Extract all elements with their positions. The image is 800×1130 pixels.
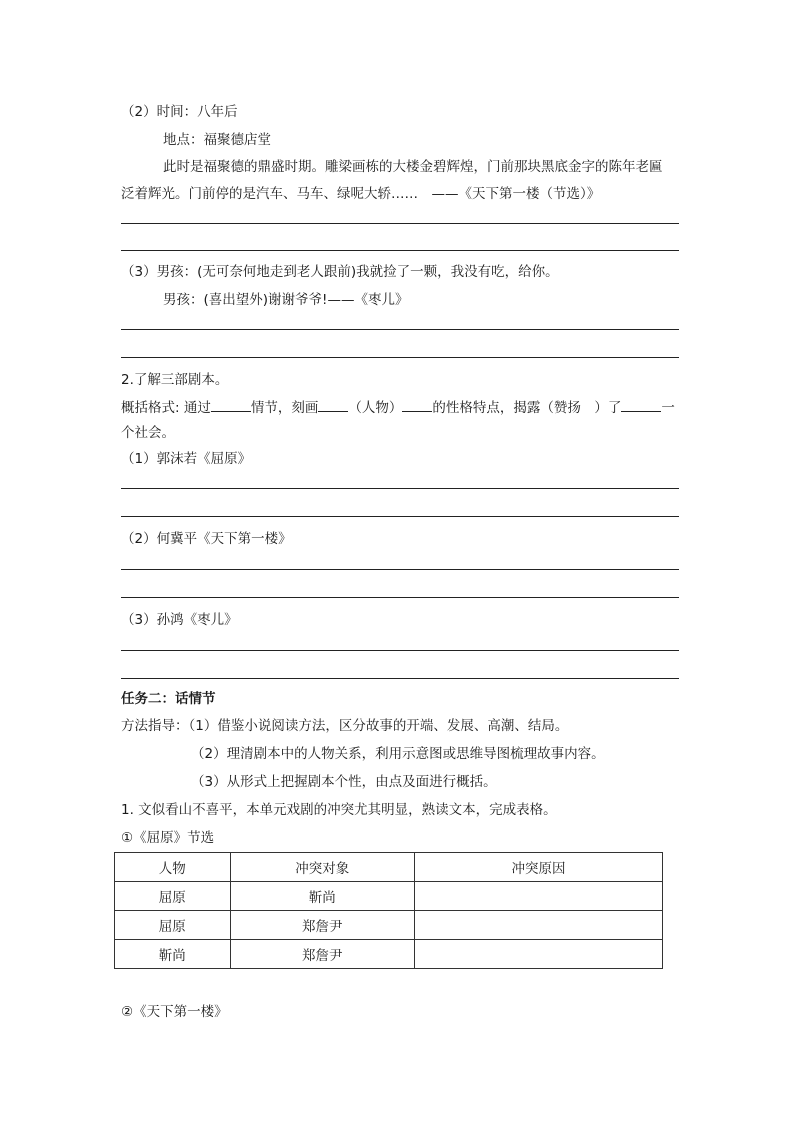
table-row	[115, 940, 663, 969]
answer-line[interactable]	[121, 597, 679, 598]
cell-character: 靳尚	[115, 940, 231, 969]
conflict-table	[114, 852, 663, 969]
table-row	[115, 911, 663, 940]
sub-title-quyuan: ①《屈原》节选	[121, 830, 215, 846]
answer-line[interactable]	[121, 223, 679, 224]
cell-character: 屈原	[115, 882, 231, 911]
cell-character: 屈原	[115, 911, 231, 940]
cell-conflict-reason[interactable]	[414, 911, 662, 940]
format-text-3: （人物）	[348, 400, 403, 416]
answer-line[interactable]	[121, 329, 679, 330]
cell-conflict-target: 靳尚	[230, 882, 414, 911]
summary-format-line2: 个社会。	[121, 425, 175, 441]
table-header-row	[115, 853, 663, 882]
table-row	[115, 882, 663, 911]
answer-line[interactable]	[121, 650, 679, 651]
play1-label: （1）郭沫若《屈原》	[121, 451, 252, 467]
format-text-2: 情节，刻画	[250, 400, 319, 416]
method-guide-2: （2）理清剧本中的人物关系，利用示意图或思维导图梳理故事内容。	[191, 746, 605, 762]
item3-line2: 男孩：(喜出望外)谢谢爷爷!——《枣儿》	[163, 292, 409, 308]
item3-line1: （3）男孩：(无可奈何地走到老人跟前)我就捡了一颗，我没有吃，给你。	[121, 264, 559, 280]
answer-line[interactable]	[121, 357, 679, 358]
cell-conflict-reason[interactable]	[414, 882, 662, 911]
blank-plot[interactable]	[211, 397, 251, 412]
item2-paragraph-line2: 泛着辉光。门前停的是汽车、马车、绿呢大轿…… ——《天下第一楼（节选）》	[121, 186, 601, 202]
answer-line[interactable]	[121, 488, 679, 489]
header-conflict-reason: 冲突原因	[414, 853, 662, 882]
blank-character[interactable]	[318, 397, 348, 412]
section2-heading: 2.了解三部剧本。	[121, 372, 229, 388]
header-conflict-target: 冲突对象	[230, 853, 414, 882]
item2-time-label: （2）时间：八年后	[121, 104, 238, 120]
answer-line[interactable]	[121, 678, 679, 679]
cell-conflict-target: 郑詹尹	[230, 911, 414, 940]
format-text-1: 概括格式: 通过	[121, 400, 211, 416]
blank-trait[interactable]	[402, 397, 432, 412]
format-text-5: 一	[661, 400, 675, 416]
header-character: 人物	[115, 853, 231, 882]
blank-society[interactable]	[621, 397, 661, 412]
item2-place-label: 地点：福聚德店堂	[163, 132, 271, 148]
method-guide-3: （3）从形式上把握剧本个性，由点及面进行概括。	[191, 774, 497, 790]
task2-title: 任务二：话情节	[121, 691, 216, 707]
answer-line[interactable]	[121, 516, 679, 517]
sub-title-tianxia: ②《天下第一楼》	[121, 1004, 228, 1020]
cell-conflict-target: 郑詹尹	[230, 940, 414, 969]
answer-line[interactable]	[121, 569, 679, 570]
method-guide-1: 方法指导：（1）借鉴小说阅读方法，区分故事的开端、发展、高潮、结局。	[121, 718, 569, 734]
answer-line[interactable]	[121, 250, 679, 251]
item2-paragraph-line1: 此时是福聚德的鼎盛时期。雕梁画栋的大楼金碧辉煌，门前那块黑底金字的陈年老匾	[163, 159, 663, 175]
play3-label: （3）孙鸿《枣儿》	[121, 612, 238, 628]
summary-format-line	[121, 397, 675, 417]
cell-conflict-reason[interactable]	[414, 940, 662, 969]
format-text-4: 的性格特点，揭露（赞扬 ）了	[432, 400, 622, 416]
question-1: 1. 文似看山不喜平，本单元戏剧的冲突尤其明显，熟读文本，完成表格。	[121, 802, 557, 818]
play2-label: （2）何冀平《天下第一楼》	[121, 531, 292, 547]
